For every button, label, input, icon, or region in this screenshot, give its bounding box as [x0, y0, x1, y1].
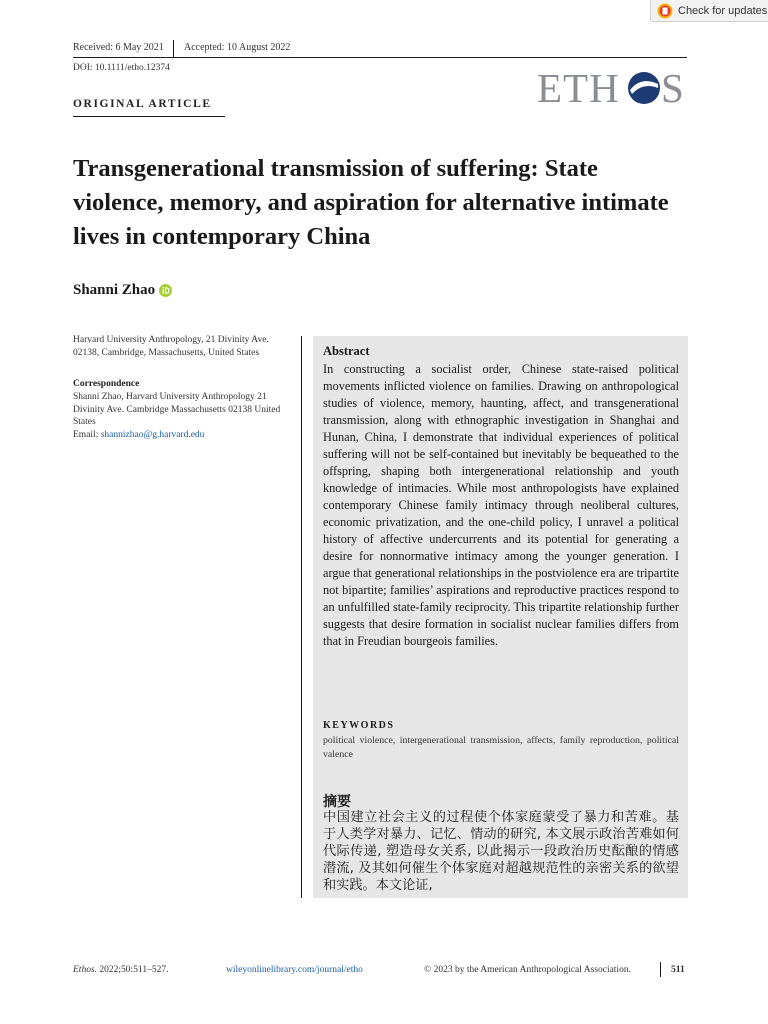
- ethos-logo: [537, 66, 689, 110]
- check-updates-label: Check for updates: [678, 4, 768, 17]
- orcid-icon[interactable]: [159, 284, 172, 297]
- author-affiliation: Harvard University Anthropology, 21 Divinity Ave. 02138, Cambridge, Massachusetts, United States: [73, 335, 269, 358]
- keywords-heading: KEYWORDS: [323, 720, 395, 731]
- correspondence-address: Shanni Zhao, Harvard University Anthropology 21 Divinity Ave. Cambridge Massachusetts 02138 United States: [73, 392, 281, 427]
- email-label: Email:: [73, 429, 101, 440]
- article-dates: [73, 40, 687, 58]
- footer-volume: 2022;50:511–527.: [97, 965, 169, 975]
- chinese-abstract-text: 中国建立社会主义的过程使个体家庭蒙受了暴力和苦难。基于人类学对暴力、记忆、情动的研究, 本文展示政治苦难如何代际传递, 塑造母女关系, 以此揭示一段政治历史酝酿的情感潜流, 及其如何催生个体家庭对超越规范性的亲密关系的欲望和实践。本文论证,: [323, 810, 679, 893]
- column-divider: [301, 336, 302, 898]
- abstract-text: In constructing a socialist order, Chinese state-raised political movements inflicted violence on families. Drawing on anthropological studies of violence, memory, haunting, affect, and transgenerational transmission, along with ethnographic investigation in Shanghai and Hunan, China, I demonstrate that individual experiences of political suffering will not be self-contained but inevitably be bequeathed to the offspring, shaping both intergenerational relationship and youth knowledge of intimacies. While most anthropologists have explained contemporary Chinese family intimacy through neoliberal cultures, economic privatization, and the one-child policy, I unravel a political history of affective undercurrents and its potential for generating a desire for nonnormative intimacy among the younger generation. I argue that generational relationships in the postviolence era are tripartite not bipartite; families’ aspirations and reproductive practices respond to an unfulfilled state-family reciprocity. This tripartite relationship further suggests that desire formation in socialist nuclear families differs from that in Freudian bourgeois families.: [323, 362, 679, 648]
- email-link[interactable]: shannizhao@g.harvard.edu: [100, 429, 205, 440]
- footer-journal-link[interactable]: wileyonlinelibrary.com/journal/etho: [226, 965, 363, 975]
- received-date: Received: 6 May 2021: [73, 42, 164, 53]
- author-line: [73, 282, 172, 299]
- chinese-abstract-heading: 摘要: [323, 794, 351, 810]
- page-number: 511: [671, 965, 685, 975]
- article-title: Transgenerational transmission of suffering: State violence, memory, and aspiration for alternative intimate lives in contemporary China: [73, 155, 669, 250]
- footer-citation: [73, 965, 168, 975]
- article-type: ORIGINAL ARTICLE: [73, 98, 225, 117]
- accepted-date: Accepted: 10 August 2022: [184, 42, 291, 53]
- footer-journal-name: Ethos.: [73, 965, 98, 975]
- page-footer: [73, 964, 687, 978]
- author-name[interactable]: Shanni Zhao: [73, 282, 156, 298]
- svg-text:S: S: [661, 66, 684, 110]
- correspondence-details: [73, 391, 295, 441]
- correspondence-heading: Correspondence: [73, 379, 140, 389]
- check-for-updates-badge[interactable]: [650, 0, 768, 22]
- keywords-text: political violence, intergenerational transmission, affects, family reproduction, political valence: [323, 735, 679, 760]
- check-updates-icon: [657, 3, 673, 19]
- doi: DOI: 10.1111/etho.12374: [73, 63, 170, 73]
- footer-copyright: © 2023 by the American Anthropological Association.: [424, 965, 631, 975]
- footer-divider: [660, 962, 661, 977]
- abstract-panel: [313, 336, 688, 898]
- meta-divider: [173, 40, 174, 57]
- svg-text:ETH: ETH: [537, 66, 620, 110]
- abstract-heading: Abstract: [323, 344, 370, 358]
